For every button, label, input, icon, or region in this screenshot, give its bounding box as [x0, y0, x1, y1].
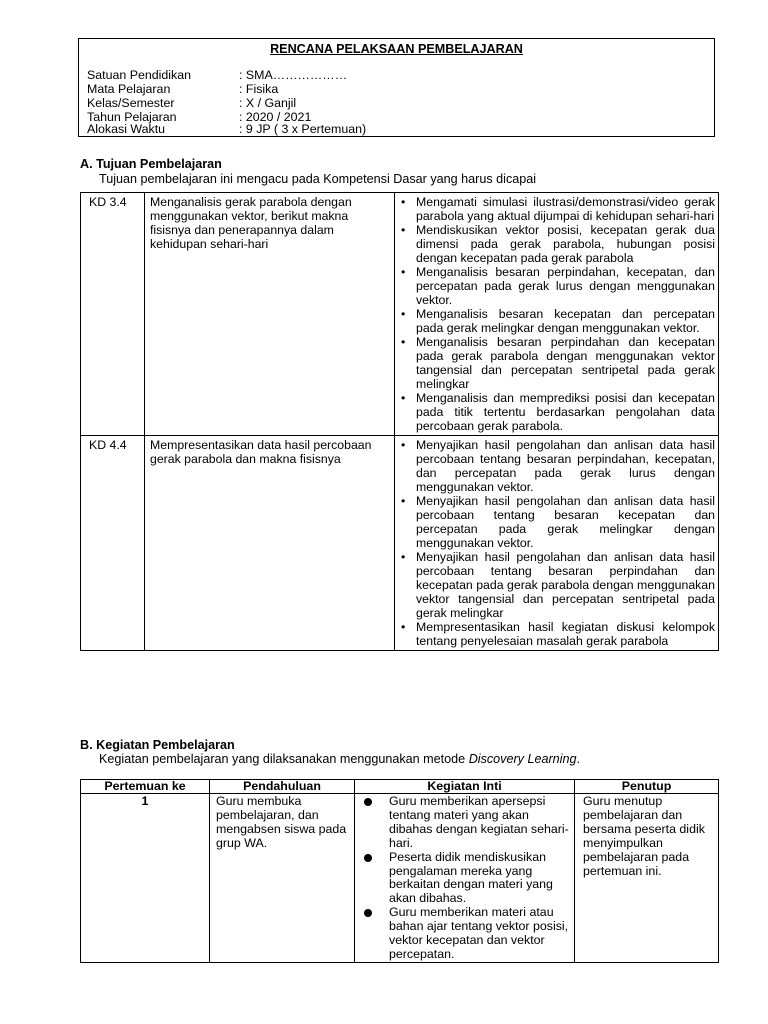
table-header-row — [81, 780, 719, 794]
column-header: Pertemuan ke — [81, 780, 210, 794]
kd-description: Mempresentasikan data hasil percobaan gerak parabola dan makna fisisnya — [145, 436, 395, 651]
list-item: • Menganalisis besaran kecepatan dan percepatan pada gerak melingkar dengan menggunakan vektor. — [399, 307, 715, 335]
document-title: RENCANA PELAKSAAN PEMBELAJARAN — [270, 42, 523, 56]
header-box — [78, 38, 715, 137]
identity-label: Alokasi Waktu — [87, 122, 166, 136]
core-activities-cell — [355, 794, 575, 963]
goals-list — [399, 195, 715, 433]
kd-code: KD 3.4 — [81, 193, 145, 436]
table-row — [81, 193, 719, 436]
identity-value: : Fisika — [239, 82, 279, 96]
identity-value: : SMA……………… — [239, 68, 348, 82]
kd-code: KD 4.4 — [81, 436, 145, 651]
list-item: Guru memberikan apersepsi tentang materi yang akan dibahas dengan kegiatan sehari-hari. — [361, 795, 570, 851]
identity-value: : X / Ganjil — [239, 96, 297, 110]
identity-label: Mata Pelajaran — [87, 82, 171, 96]
identity-label: Satuan Pendidikan — [87, 68, 192, 82]
list-item: • Menganalisis besaran perpindahan, kecepatan, dan percepatan pada gerak lurus dengan menggunakan vektor. — [399, 265, 715, 307]
section-b-title: B. Kegiatan Pembelajaran — [80, 738, 235, 752]
identity-value: : 2020 / 2021 — [239, 110, 312, 124]
list-item: • Menyajikan hasil pengolahan dan anlisan data hasil percobaan tentang besaran perpindahan, kecepatan, dan percepatan pada gerak lurus dengan menggunakan vektor. — [399, 438, 715, 494]
list-item: • Menganalisis besaran perpindahan dan kecepatan pada gerak parabola dengan menggunakan vektor tangensial dan percepatan sentripetal pada gerak melingkar — [399, 335, 715, 391]
list-item: • Mengamati simulasi ilustrasi/demonstrasi/video gerak parabola yang aktual dijumpai di kehidupan sehari-hari — [399, 195, 715, 223]
goals-cell — [395, 436, 719, 651]
section-a-title: A. Tujuan Pembelajaran — [80, 157, 222, 171]
activities-table — [80, 779, 719, 963]
identity-label: Kelas/Semester — [87, 96, 175, 110]
column-header: Pendahuluan — [210, 780, 355, 794]
intro-end: . — [576, 752, 580, 766]
meeting-number: 1 — [81, 794, 210, 963]
intro-text: Kegiatan pembelajaran yang dilaksanakan menggunakan metode — [99, 752, 469, 766]
identity-value: : 9 JP ( 3 x Pertemuan) — [239, 122, 367, 136]
list-item: Peserta didik mendiskusikan pengalaman mereka yang berkaitan dengan materi yang akan dibahas. — [361, 851, 570, 907]
table-row — [81, 436, 719, 651]
objectives-table — [80, 192, 719, 651]
list-item: • Menyajikan hasil pengolahan dan anlisan data hasil percobaan tentang besaran perpindahan dan kecepatan pada gerak parabola dengan menggunakan vektor tangensial dan percepatan sentripetal pada gerak melingkar — [399, 550, 715, 620]
method-name: Discovery Learning — [468, 752, 577, 766]
section-b-intro — [99, 752, 580, 766]
section-a-intro: Tujuan pembelajaran ini mengacu pada Kompetensi Dasar yang harus dicapai — [99, 172, 537, 186]
goals-cell — [395, 193, 719, 436]
table-row — [81, 794, 719, 963]
list-item: • Mendiskusikan vektor posisi, kecepatan gerak dua dimensi pada gerak parabola, hubungan posisi dengan kecepatan pada gerak parabola — [399, 223, 715, 265]
list-item: • Menganalisis dan memprediksi posisi dan kecepatan pada titik tertentu berdasarkan pengolahan data percobaan gerak parabola. — [399, 391, 715, 433]
closing-cell: Guru menutup pembelajaran dan bersama peserta didik menyimpulkan pembelajaran pada pertemuan ini. — [575, 794, 719, 963]
kd-description: Menganalisis gerak parabola dengan menggunakan vektor, berikut makna fisisnya dan penerapannya dalam kehidupan sehari-hari — [145, 193, 395, 436]
introduction-cell: Guru membuka pembelajaran, dan mengabsen siswa pada grup WA. — [210, 794, 355, 963]
column-header: Penutup — [575, 780, 719, 794]
identity-label: Tahun Pelajaran — [87, 110, 177, 124]
core-activities-list — [361, 795, 570, 962]
goals-list — [399, 438, 715, 648]
list-item: Guru memberikan materi atau bahan ajar tentang vektor posisi, vektor kecepatan dan vektor percepatan. — [361, 906, 570, 962]
list-item: • Mempresentasikan hasil kegiatan diskusi kelompok tentang penyelesaian masalah gerak parabola — [399, 620, 715, 648]
list-item: • Menyajikan hasil pengolahan dan anlisan data hasil percobaan tentang besaran kecepatan dan percepatan pada gerak melingkar dengan menggunakan vektor. — [399, 494, 715, 550]
column-header: Kegiatan Inti — [355, 780, 575, 794]
